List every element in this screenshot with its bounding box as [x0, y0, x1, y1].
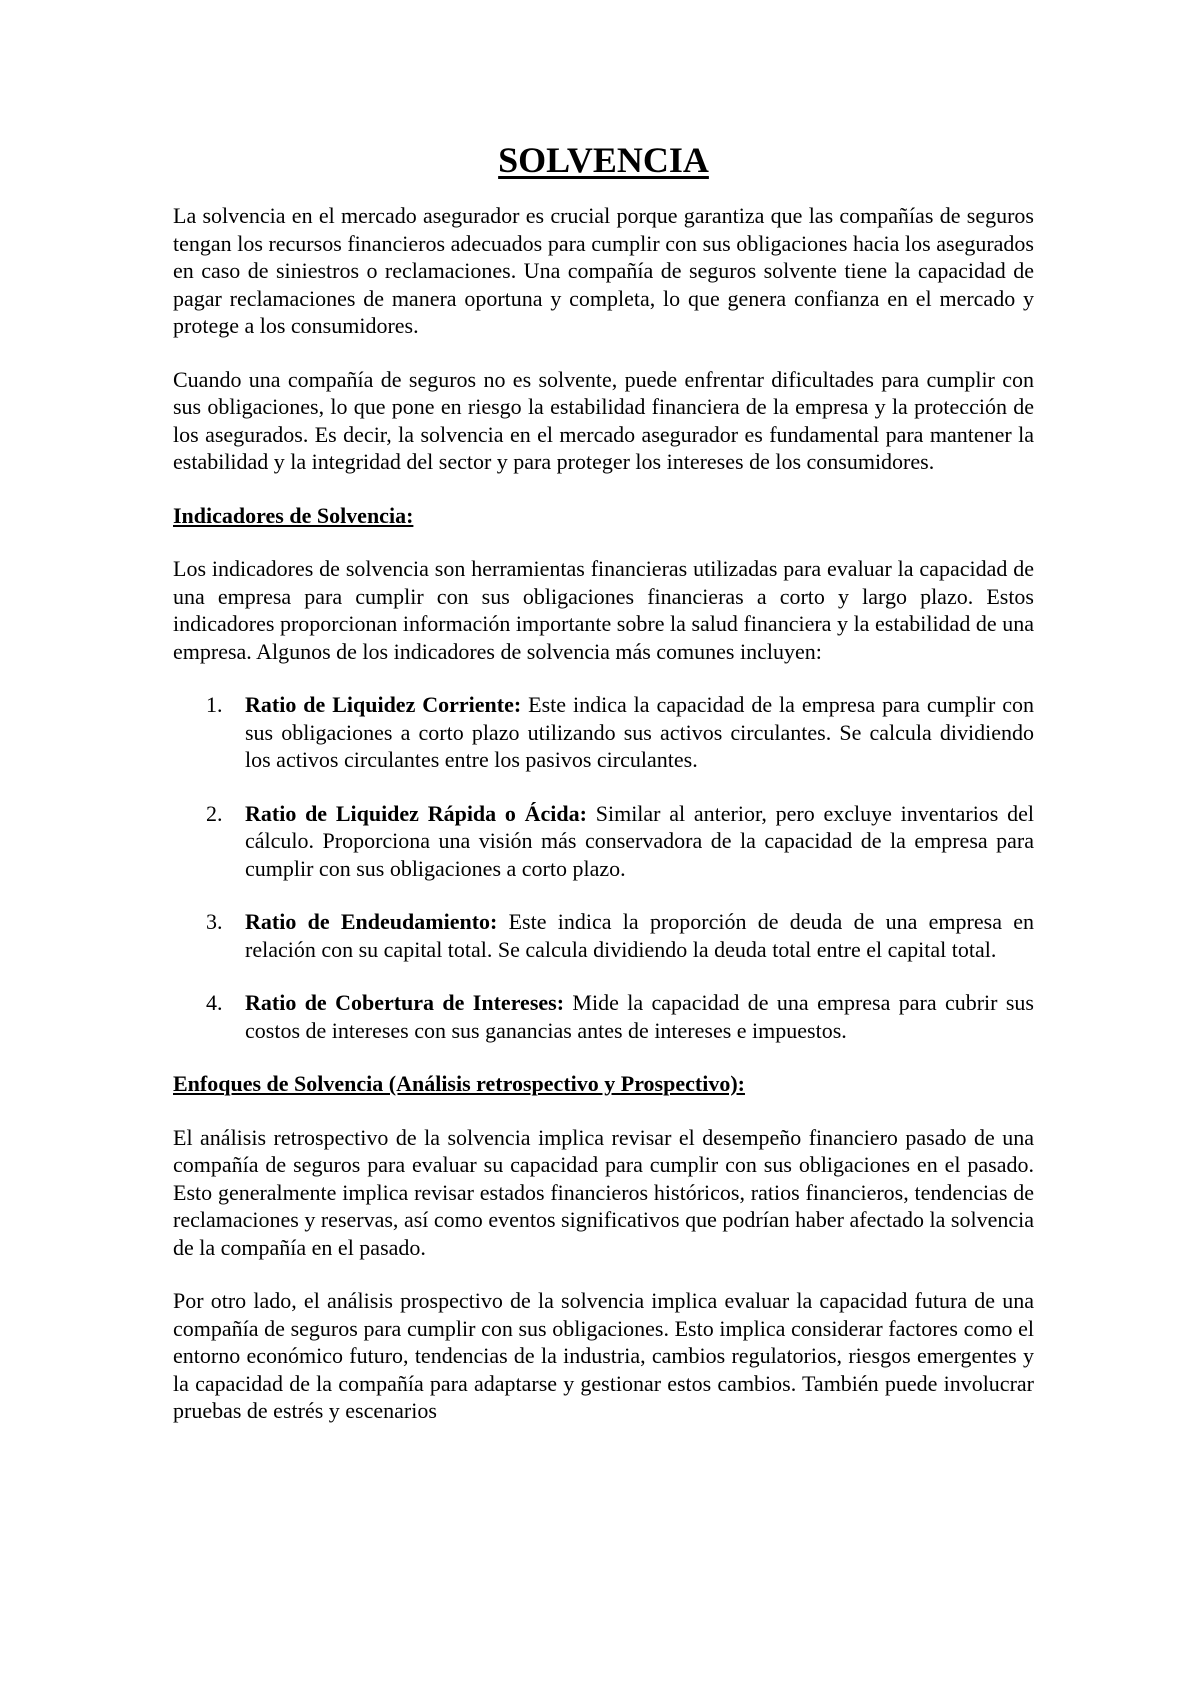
list-item-text: Este indica la proporción de deuda de una empresa en relación con su capital total. Se calcula dividiendo la deuda total entre el capital total.	[245, 909, 1034, 962]
list-item-number: 3.	[206, 909, 223, 934]
section-heading-indicadores: Indicadores de Solvencia:	[173, 502, 414, 528]
list-item	[173, 908, 1034, 963]
list-item-number: 4.	[206, 990, 223, 1015]
approaches-paragraph: Por otro lado, el análisis prospectivo de la solvencia implica evaluar la capacidad futura de una compañía de seguros para cumplir con sus obligaciones. Esto implica considerar factores como el entorno económico futuro, tendencias de la industria, cambios regulatorios, riesgos emergentes y la capacidad de la compañía para adaptarse y gestionar estos cambios. También puede involucrar pruebas de estrés y escenarios	[173, 1288, 1034, 1423]
intro-paragraph: Cuando una compañía de seguros no es solvente, puede enfrentar dificultades para cumplir con sus obligaciones, lo que pone en riesgo la estabilidad financiera de la empresa y la protección de los asegurados. Es decir, la solvencia en el mercado asegurador es fundamental para mantener la estabilidad y la integridad del sector y para proteger los intereses de los consumidores.	[173, 366, 1034, 474]
approaches-paragraph: El análisis retrospectivo de la solvencia implica revisar el desempeño financiero pasado de una compañía de seguros para evaluar su capacidad para cumplir con sus obligaciones en el pasado. Esto generalmente implica revisar estados financieros históricos, ratios financieros, tendencias de reclamaciones y reservas, así como eventos significativos que podrían haber afectado la solvencia de la compañía en el pasado.	[173, 1124, 1034, 1260]
list-item-text: Similar al anterior, pero excluye inventarios del cálculo. Proporciona una visión más conservadora de la capacidad de la empresa para cumplir con sus obligaciones a corto plazo.	[245, 800, 1034, 881]
list-item-number: 1.	[206, 692, 223, 717]
list-item	[173, 800, 1034, 883]
list-item-number: 2.	[206, 800, 223, 826]
indicators-intro-paragraph: Los indicadores de solvencia son herramientas financieras utilizadas para evaluar la capacidad de una empresa para cumplir con sus obligaciones financieras a corto y largo plazo. Estos indicadores proporcionan información importante sobre la salud financiera y la estabilidad de una empresa. Algunos de los indicadores de solvencia más comunes incluyen:	[173, 556, 1034, 664]
list-item-term: Ratio de Liquidez Corriente:	[245, 692, 522, 717]
list-item	[173, 691, 1034, 774]
list-item-text: Mide la capacidad de una empresa para cubrir sus costos de intereses con sus ganancias antes de intereses e impuestos.	[245, 990, 1034, 1043]
list-item-text: Este indica la capacidad de la empresa para cumplir con sus obligaciones a corto plazo utilizando sus activos circulantes. Se calcula dividiendo los activos circulantes entre los pasivos circulantes.	[245, 692, 1034, 772]
list-item-term: Ratio de Liquidez Rápida o Ácida:	[245, 800, 587, 826]
indicators-list	[173, 691, 1034, 1044]
section-heading-enfoques: Enfoques de Solvencia (Análisis retrospectivo y Prospectivo):	[173, 1071, 745, 1096]
list-item-term: Ratio de Cobertura de Intereses:	[245, 990, 565, 1015]
intro-paragraph: La solvencia en el mercado asegurador es crucial porque garantiza que las compañías de seguros tengan los recursos financieros adecuados para cumplir con sus obligaciones hacia los asegurados en caso de siniestros o reclamaciones. Una compañía de seguros solvente tiene la capacidad de pagar reclamaciones de manera oportuna y completa, lo que genera confianza en el mercado y protege a los consumidores.	[173, 203, 1034, 338]
document-body	[173, 138, 1034, 1451]
list-item	[173, 989, 1034, 1044]
document-title: SOLVENCIA	[498, 140, 709, 180]
list-item-term: Ratio de Endeudamiento:	[245, 909, 498, 934]
